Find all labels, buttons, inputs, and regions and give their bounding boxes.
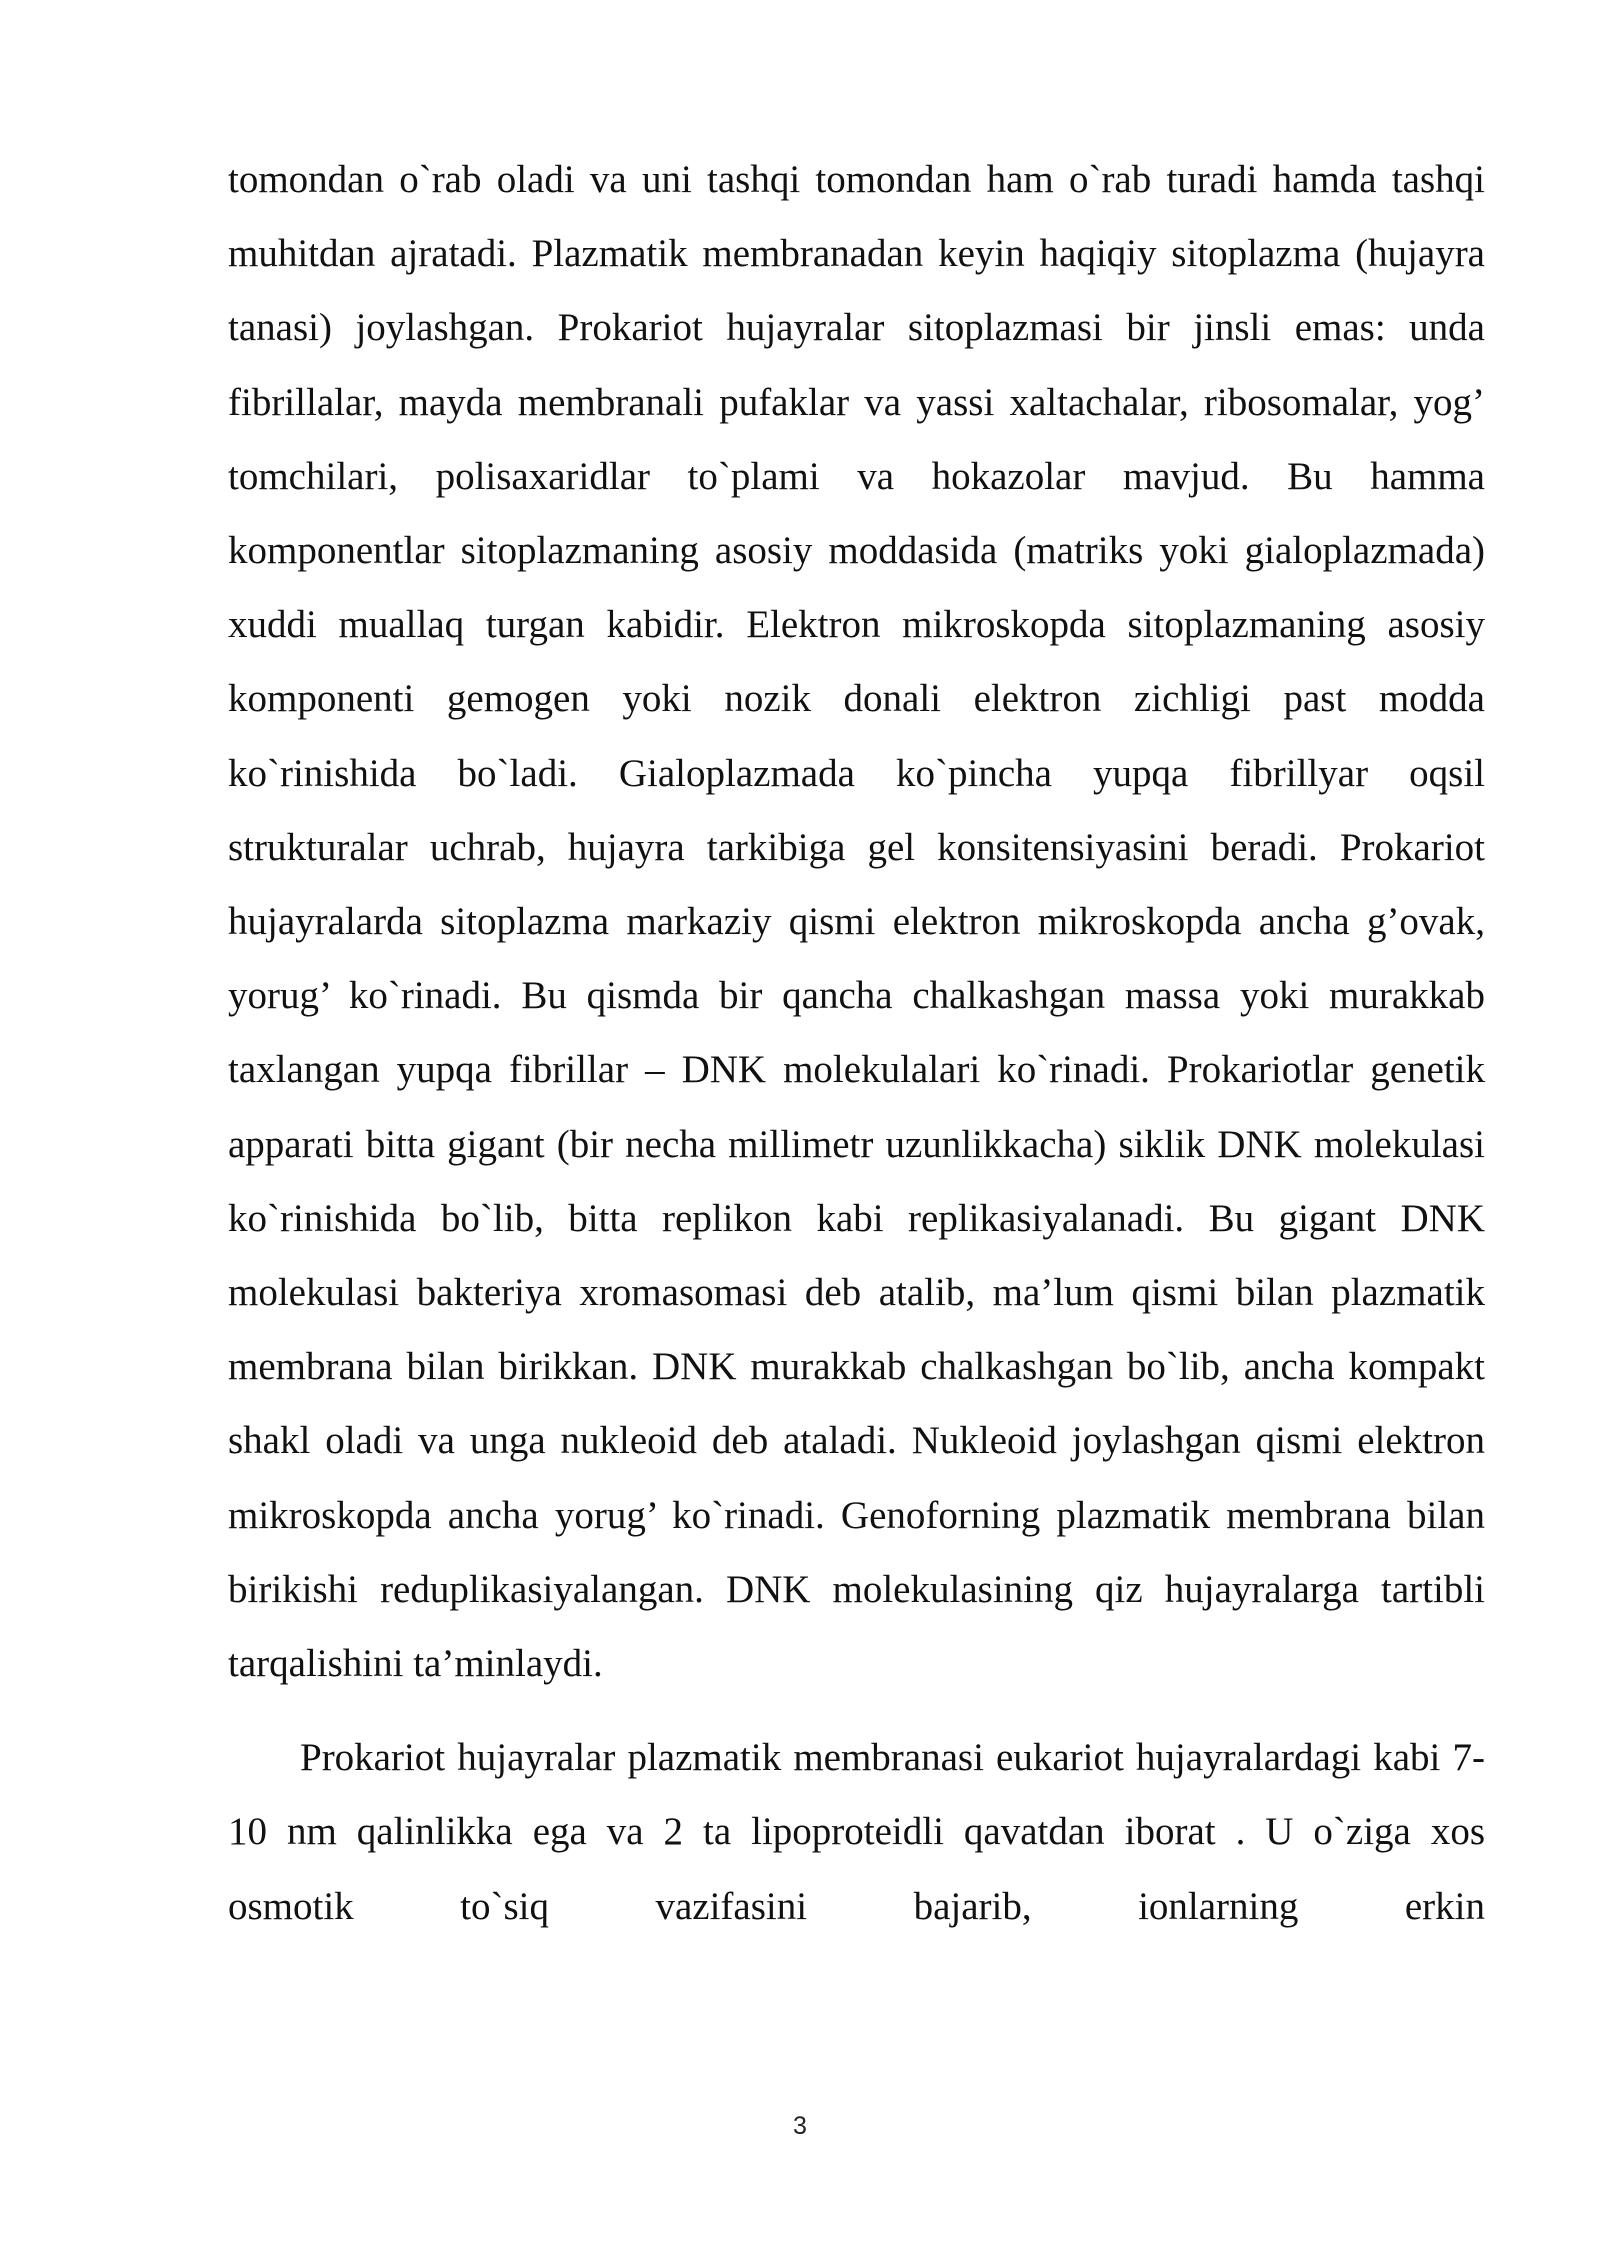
paragraph-cytoplasm: tomondan o`rab oladi va uni tashqi tomondan ham o`rab turadi hamda tashqi muhitdan ajratadi. Plazmatik membranadan keyin haqiqiy sitoplazma (hujayra tanasi) joylashgan. Prokariot hujayralar sitoplazmasi bir jinsli emas: unda fibrillalar, mayda membranali pufaklar va yassi xaltachalar, ribosomalar, yog’ tomchilari, polisaxaridlar to`plami va hokazolar mavjud. Bu hamma komponentlar sitoplazmaning asosiy moddasida (matriks yoki gialoplazmada) xuddi muallaq turgan kabidir. Elektron mikroskopda sitoplazmaning asosiy komponenti gemogen yoki nozik donali elektron zichligi past modda ko`rinishida bo`ladi. Gialoplazmada ko`pincha yupqa fibrillyar oqsil strukturalar uchrab, hujayra tarkibiga gel konsitensiyasini beradi. Prokariot hujayralarda sitoplazma markaziy qismi elektron mikroskopda ancha g’ovak, yorug’ ko`rinadi. Bu qismda bir qancha chalkashgan massa yoki murakkab taxlangan yupqa fibrillar – DNK molekulalari ko`rinadi. Prokariotlar genetik apparati bitta gigant (bir necha millimetr uzunlikkacha) siklik DNK molekulasi ko`rinishida bo`lib, bitta replikon kabi replikasiyalanadi. Bu gigant DNK molekulasi bakteriya xromasomasi deb atalib, ma’lum qismi bilan plazmatik membrana bilan birikkan. DNK murakkab chalkashgan bo`lib, ancha kompakt shakl oladi va unga nukleoid deb ataladi. Nukleoid joylashgan qismi elektron mikroskopda ancha yorug’ ko`rinadi. Genoforning plazmatik membrana bilan birikishi reduplikasiyalangan. DNK molekulasining qiz hujayralarga tartibli tarqalishini ta’minlaydi. (228, 158, 1485, 1686)
body-text (228, 143, 1485, 1944)
page-number: 3 (793, 2112, 807, 2140)
paragraph-plasma-membrane: Prokariot hujayralar plazmatik membranasi eukariot hujayralardagi kabi 7-10 nm qalinlikka ega va 2 ta lipoproteidli qavatdan iborat . U o`ziga xos osmotik to`siq vazifasini bajarib, ionlarning erkin (228, 1736, 1485, 1928)
